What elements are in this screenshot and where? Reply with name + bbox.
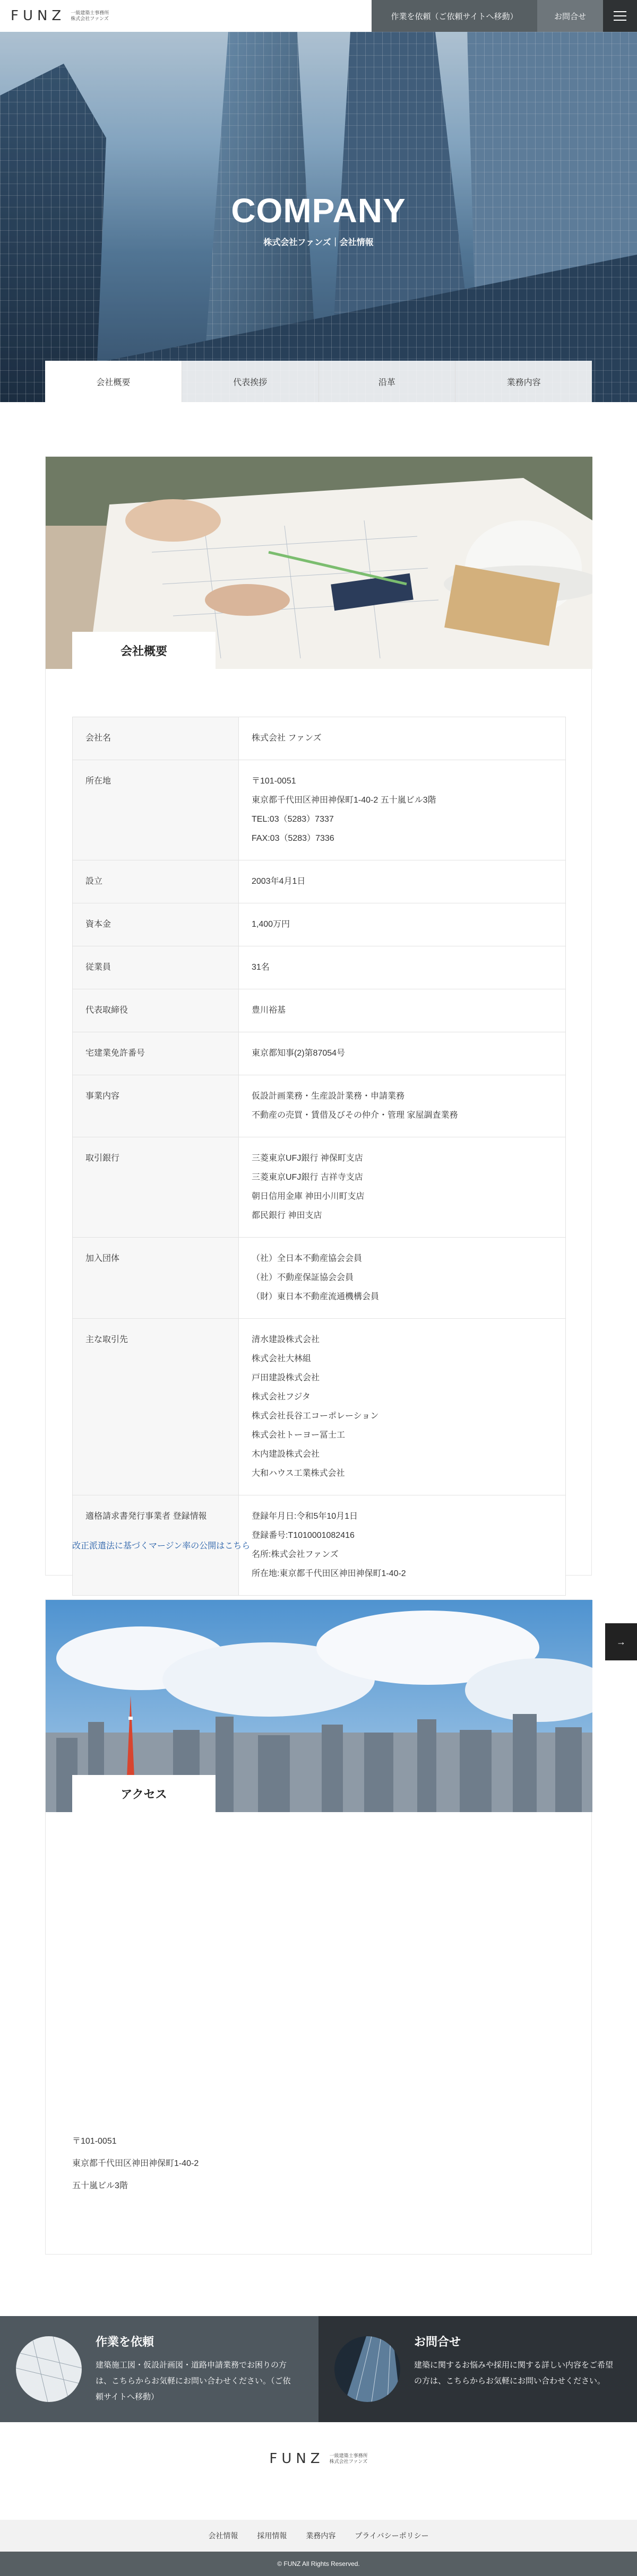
info-row [73, 989, 566, 1032]
contact-cta-image [334, 2336, 400, 2402]
info-row [73, 860, 566, 903]
contact-cta-text: 建築に関するお悩みや採用に関する詳しい内容をご希望の方は、こちらからお気軽にお問い合わせください。 [414, 2361, 614, 2386]
info-value [239, 1319, 566, 1495]
info-value-line: 朝日信用金庫 神田小川町支店 [252, 1192, 365, 1201]
info-value-line: （社）全日本不動産協会会員 [252, 1254, 363, 1263]
info-value-line: 戸田建設株式会社 [252, 1373, 320, 1382]
info-value [239, 1075, 566, 1137]
info-value-line: 株式会社トーヨー冨士工 [252, 1431, 346, 1440]
access-postal-code: 〒101-0051 [72, 2137, 117, 2146]
info-value-line: 〒101-0051 [252, 777, 296, 786]
overview-card [45, 456, 592, 1576]
footer-logo-mark: FUNZ [269, 2451, 324, 2467]
info-row [73, 1137, 566, 1238]
page-subtitle: 株式会社ファンズ｜会社情報 [263, 238, 374, 247]
info-row [73, 717, 566, 760]
info-value [239, 760, 566, 860]
menu-button[interactable] [603, 0, 637, 32]
info-value-line: 所在地:東京都千代田区神田神保町1-40-2 [252, 1569, 406, 1578]
copyright: © FUNZ All Rights Reserved. [0, 2552, 637, 2576]
tab-greeting[interactable]: 代表挨拶 [182, 361, 319, 402]
request-cta-title: 作業を依頼 [96, 2335, 154, 2348]
info-value-line: 東京都知事(2)第87054号 [252, 1049, 346, 1058]
tab-business[interactable]: 業務内容 [455, 361, 592, 402]
contact-cta-title: お問合せ [414, 2335, 461, 2348]
contact-button[interactable]: お問合せ [537, 0, 603, 32]
info-value-line: 都民銀行 神田支店 [252, 1211, 322, 1220]
page-title: COMPANY [231, 192, 406, 230]
access-address [72, 2130, 199, 2197]
info-row [73, 1319, 566, 1495]
info-value-line: 仮設計画業務・生産設計業務・申請業務 [252, 1092, 405, 1101]
info-key: 宅建業免許番号 [73, 1032, 239, 1075]
footer-link-business[interactable]: 業務内容 [306, 2531, 336, 2540]
margin-rate-link[interactable]: 改正派遣法に基づくマージン率の公開はこちら [72, 1542, 251, 1551]
footer-logo-sub-line-1: 一級建築士事務所 [329, 2453, 368, 2458]
info-key: 設立 [73, 860, 239, 903]
info-row [73, 760, 566, 860]
info-value-line: （財）東日本不動産流通機構会員 [252, 1292, 380, 1301]
info-value-line: FAX:03（5283）7336 [252, 834, 334, 843]
info-key: 加入団体 [73, 1238, 239, 1319]
info-value [239, 1032, 566, 1075]
logo-subtitle [71, 10, 109, 22]
info-value-line: 大和ハウス工業株式会社 [252, 1469, 345, 1478]
arrow-right-icon: → [616, 1636, 626, 1647]
info-key: 取引銀行 [73, 1137, 239, 1238]
info-value-line: 2003年4月1日 [252, 877, 306, 886]
contact-cta[interactable] [318, 2316, 637, 2422]
logo-sub-line-1: 一級建築士事務所 [71, 10, 109, 15]
hamburger-icon [614, 11, 626, 21]
tab-overview[interactable]: 会社概要 [45, 361, 182, 402]
access-street: 東京都千代田区神田神保町1-40-2 [72, 2159, 199, 2168]
info-key: 資本金 [73, 903, 239, 946]
access-card [45, 1599, 592, 2255]
company-info-table [72, 717, 566, 1596]
info-value [239, 860, 566, 903]
overview-label: 会社概要 [72, 632, 216, 669]
access-building: 五十嵐ビル3階 [72, 2181, 128, 2190]
info-value-line: 名所:株式会社ファンズ [252, 1550, 339, 1559]
request-work-button[interactable]: 作業を依頼（ご依頼サイトへ移動） [372, 0, 537, 32]
info-key: 所在地 [73, 760, 239, 860]
info-value-line: 1,400万円 [252, 920, 290, 929]
info-value-line: 株式会社フジタ [252, 1393, 311, 1402]
info-value [239, 946, 566, 989]
info-value [239, 1137, 566, 1238]
info-value-line: 豊川裕基 [252, 1006, 286, 1015]
info-key: 従業員 [73, 946, 239, 989]
info-value [239, 717, 566, 760]
footer-link-privacy[interactable]: プライバシーポリシー [355, 2531, 429, 2540]
footer-logo-sub-line-2: 株式会社ファンズ [329, 2459, 368, 2464]
info-key: 事業内容 [73, 1075, 239, 1137]
info-value-line: TEL:03（5283）7337 [252, 815, 334, 824]
info-value-line: 三菱東京UFJ銀行 吉祥寺支店 [252, 1173, 363, 1182]
footer-link-recruit[interactable]: 採用情報 [257, 2531, 287, 2540]
request-cta[interactable] [0, 2316, 318, 2422]
info-key: 主な取引先 [73, 1319, 239, 1495]
info-row [73, 1032, 566, 1075]
section-tabs [45, 361, 592, 402]
info-row [73, 1238, 566, 1319]
info-row [73, 903, 566, 946]
info-value-line: 株式会社 ファンズ [252, 734, 322, 743]
info-value-line: （社）不動産保証協会会員 [252, 1273, 354, 1282]
info-key: 適格請求書発行事業者 登録情報 [73, 1495, 239, 1596]
info-value [239, 989, 566, 1032]
info-value-line: 清水建設株式会社 [252, 1335, 320, 1344]
info-value-line: 不動産の売買・賃借及びその仲介・管理 家屋調査業務 [252, 1111, 458, 1120]
info-value-line: 三菱東京UFJ銀行 神保町支店 [252, 1154, 363, 1163]
info-value-line: 登録年月日:令和5年10月1日 [252, 1512, 358, 1521]
info-value-line: 木内建設株式会社 [252, 1450, 320, 1459]
footer-logo[interactable] [0, 2451, 637, 2467]
info-row [73, 1075, 566, 1137]
footer-nav [0, 2520, 637, 2552]
info-value [239, 1495, 566, 1596]
request-cta-image [16, 2336, 82, 2402]
tab-history[interactable]: 沿革 [319, 361, 456, 402]
logo-sub-line-2: 株式会社ファンズ [71, 16, 109, 21]
scroll-arrow-button[interactable] [605, 1623, 637, 1660]
access-label: アクセス [72, 1775, 216, 1812]
info-row [73, 946, 566, 989]
site-header [0, 0, 637, 32]
info-value-line: 東京都千代田区神田神保町1-40-2 五十嵐ビル3階 [252, 796, 436, 805]
footer-logo-subtitle [330, 2453, 368, 2465]
info-key: 会社名 [73, 717, 239, 760]
info-value [239, 903, 566, 946]
info-value-line: 株式会社大林組 [252, 1354, 312, 1363]
info-value [239, 1238, 566, 1319]
logo-mark: FUNZ [11, 8, 66, 24]
request-cta-text: 建築施工図・仮設計画図・道路申請業務でお困りの方は、こちらからお気軽にお問い合わせください。（ご依頼サイトへ移動） [96, 2361, 291, 2401]
info-value-line: 31名 [252, 963, 270, 972]
hero-banner [0, 32, 637, 402]
info-value-line: 株式会社長谷工コーポレーション [252, 1412, 379, 1421]
site-logo[interactable] [11, 8, 109, 24]
info-key: 代表取締役 [73, 989, 239, 1032]
footer-link-company[interactable]: 会社情報 [208, 2531, 238, 2540]
info-value-line: 登録番号:T1010001082416 [252, 1531, 355, 1540]
